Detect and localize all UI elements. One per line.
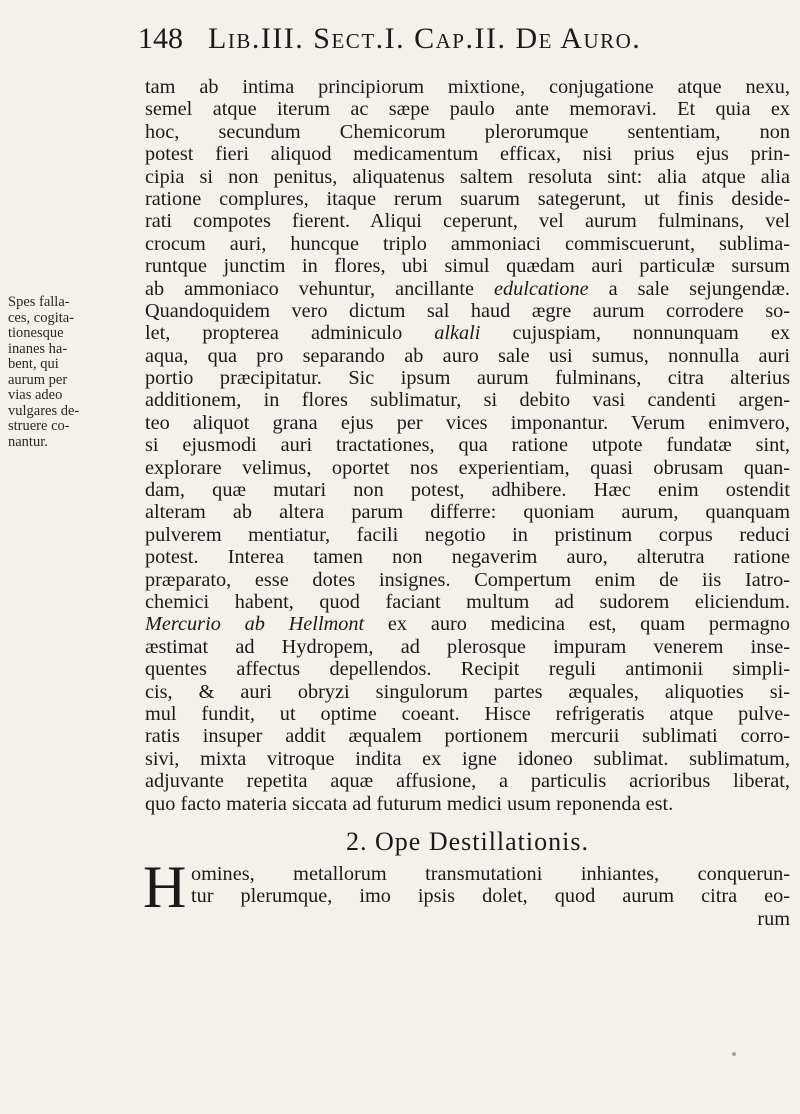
text-line: sivi, mixta vitroque indita ex igne idoneo sublimat. sublimatum, xyxy=(145,747,790,770)
body-text xyxy=(145,76,790,930)
margin-note-line: aurum per xyxy=(8,371,68,388)
text-line: si ejusmodi auri tractationes, qua ratione utpote fundatæ sint, xyxy=(145,434,790,457)
text-line: let, propterea adminiculo alkali cujuspiam, nonnunquam ex xyxy=(145,322,790,345)
margin-note-line: ces, cogita- xyxy=(8,309,75,326)
page-number: 148 xyxy=(138,22,183,55)
text-line: pulverem mentiatur, facili negotio in pristinum corpus reduci xyxy=(145,523,790,546)
text-line: cipia si non penitus, aliquatenus saltem resoluta sint: alia atque alia xyxy=(145,165,790,188)
drop-cap: H xyxy=(143,853,187,920)
text-line: hoc, secundum Chemicorum plerorumque sententiam, non xyxy=(145,120,790,143)
text-line: tam ab intima principiorum mixtione, conjugatione atque nexu, xyxy=(145,76,790,98)
text-line: explorare velimus, oportet nos experientiam, quasi obrusam quan- xyxy=(145,456,790,479)
margin-note xyxy=(8,295,130,450)
margin-note-line: Spes falla- xyxy=(8,294,70,310)
text-line: chemici habent, quod faciant multum ad sudorem eliciendum. xyxy=(145,590,790,613)
text-line: runtque junctim in flores, ubi simul quædam auri particulæ sursum xyxy=(145,255,790,278)
text-line: quo facto materia siccata ad futurum medici usum reponenda est. xyxy=(145,792,674,815)
text-line: ratione complures, itaque rerum suarum sategerunt, ut finis deside- xyxy=(145,187,790,210)
margin-note-line: nantur. xyxy=(8,433,48,450)
margin-note-line: bent, qui xyxy=(8,356,59,372)
text-line: adjuvante repetita aquæ affusione, a particulis acrioribus liberat, xyxy=(145,770,790,793)
margin-note-line: vias adeo xyxy=(8,387,63,403)
text-line: quentes affectus depellendos. Recipit reguli antimonii simpli- xyxy=(145,658,790,681)
margin-note-line: vulgares de- xyxy=(8,402,80,419)
text-line: tur plerumque, imo ipsis dolet, quod aurum citra eo- xyxy=(191,885,790,908)
section-heading: 2. Ope Destillationis. xyxy=(346,826,589,856)
page-header xyxy=(110,22,790,62)
text-line: semel atque iterum ac sæpe paulo ante memoravi. Et quia ex xyxy=(145,98,790,121)
text-line: omines, metallorum transmutationi inhiantes, conquerun- xyxy=(191,862,790,885)
text-line: additionem, in flores sublimatur, si debito vasi candenti argen- xyxy=(145,389,790,412)
text-line: alteram ab altera parum differre: quoniam aurum, quanquam xyxy=(145,501,790,524)
text-line: teo aliquot grana ejus per vices imponantur. Verum enimvero, xyxy=(145,411,790,434)
text-line: Mercurio ab Hellmont ex auro medicina est, quam permagno xyxy=(145,613,790,636)
text-line: cis, & auri obryzi singulorum partes æquales, aliquoties si- xyxy=(145,680,790,703)
text-line: rati compotes fierent. Aliqui ceperunt, vel aurum fulminans, vel xyxy=(145,210,790,233)
ink-speck xyxy=(732,1052,736,1056)
text-line: mul fundit, ut optime coeant. Hisce refrigeratis atque pulve- xyxy=(145,702,790,725)
text-line: præparato, esse dotes insignes. Compertum enim de iis Iatro- xyxy=(145,568,790,591)
text-line: Quandoquidem vero dictum sal haud ægre aurum corrodere so- xyxy=(145,299,790,322)
text-line: rum xyxy=(757,907,790,930)
margin-note-line: tionesque xyxy=(8,325,64,341)
text-line: aqua, qua pro separando ab auro sale usi sumus, nonnulla auri xyxy=(145,344,790,367)
text-line: portio præcipitatur. Sic ipsum aurum fulminans, citra alterius xyxy=(145,367,790,390)
margin-note-line: struere co- xyxy=(8,418,70,434)
paragraph xyxy=(145,76,790,815)
text-line: æstimat ad Hydropem, ad plerosque impuram venerem inse- xyxy=(145,635,790,658)
text-line: dam, quæ mutari non potest, adhibere. Hæc enim ostendit xyxy=(145,479,790,502)
text-line: crocum auri, huncque triplo ammoniaci commiscuerunt, sublima- xyxy=(145,232,790,255)
paragraph xyxy=(143,853,790,930)
text-line: ratis insuper addit æqualem portionem mercurii sublimati corro- xyxy=(145,725,790,748)
text-line: potest. Interea tamen non negaverim auro, alterutra ratione xyxy=(145,546,790,569)
running-head: Lib.III. Sect.I. Cap.II. De Auro. xyxy=(208,22,642,55)
text-line: ab ammoniaco vehuntur, ancillante edulcatione a sale sejungendæ. xyxy=(145,277,790,300)
margin-note-line: inanes ha- xyxy=(8,340,68,357)
text-line: potest fieri aliquod medicamentum efficax, nisi prius ejus prin- xyxy=(145,143,790,166)
